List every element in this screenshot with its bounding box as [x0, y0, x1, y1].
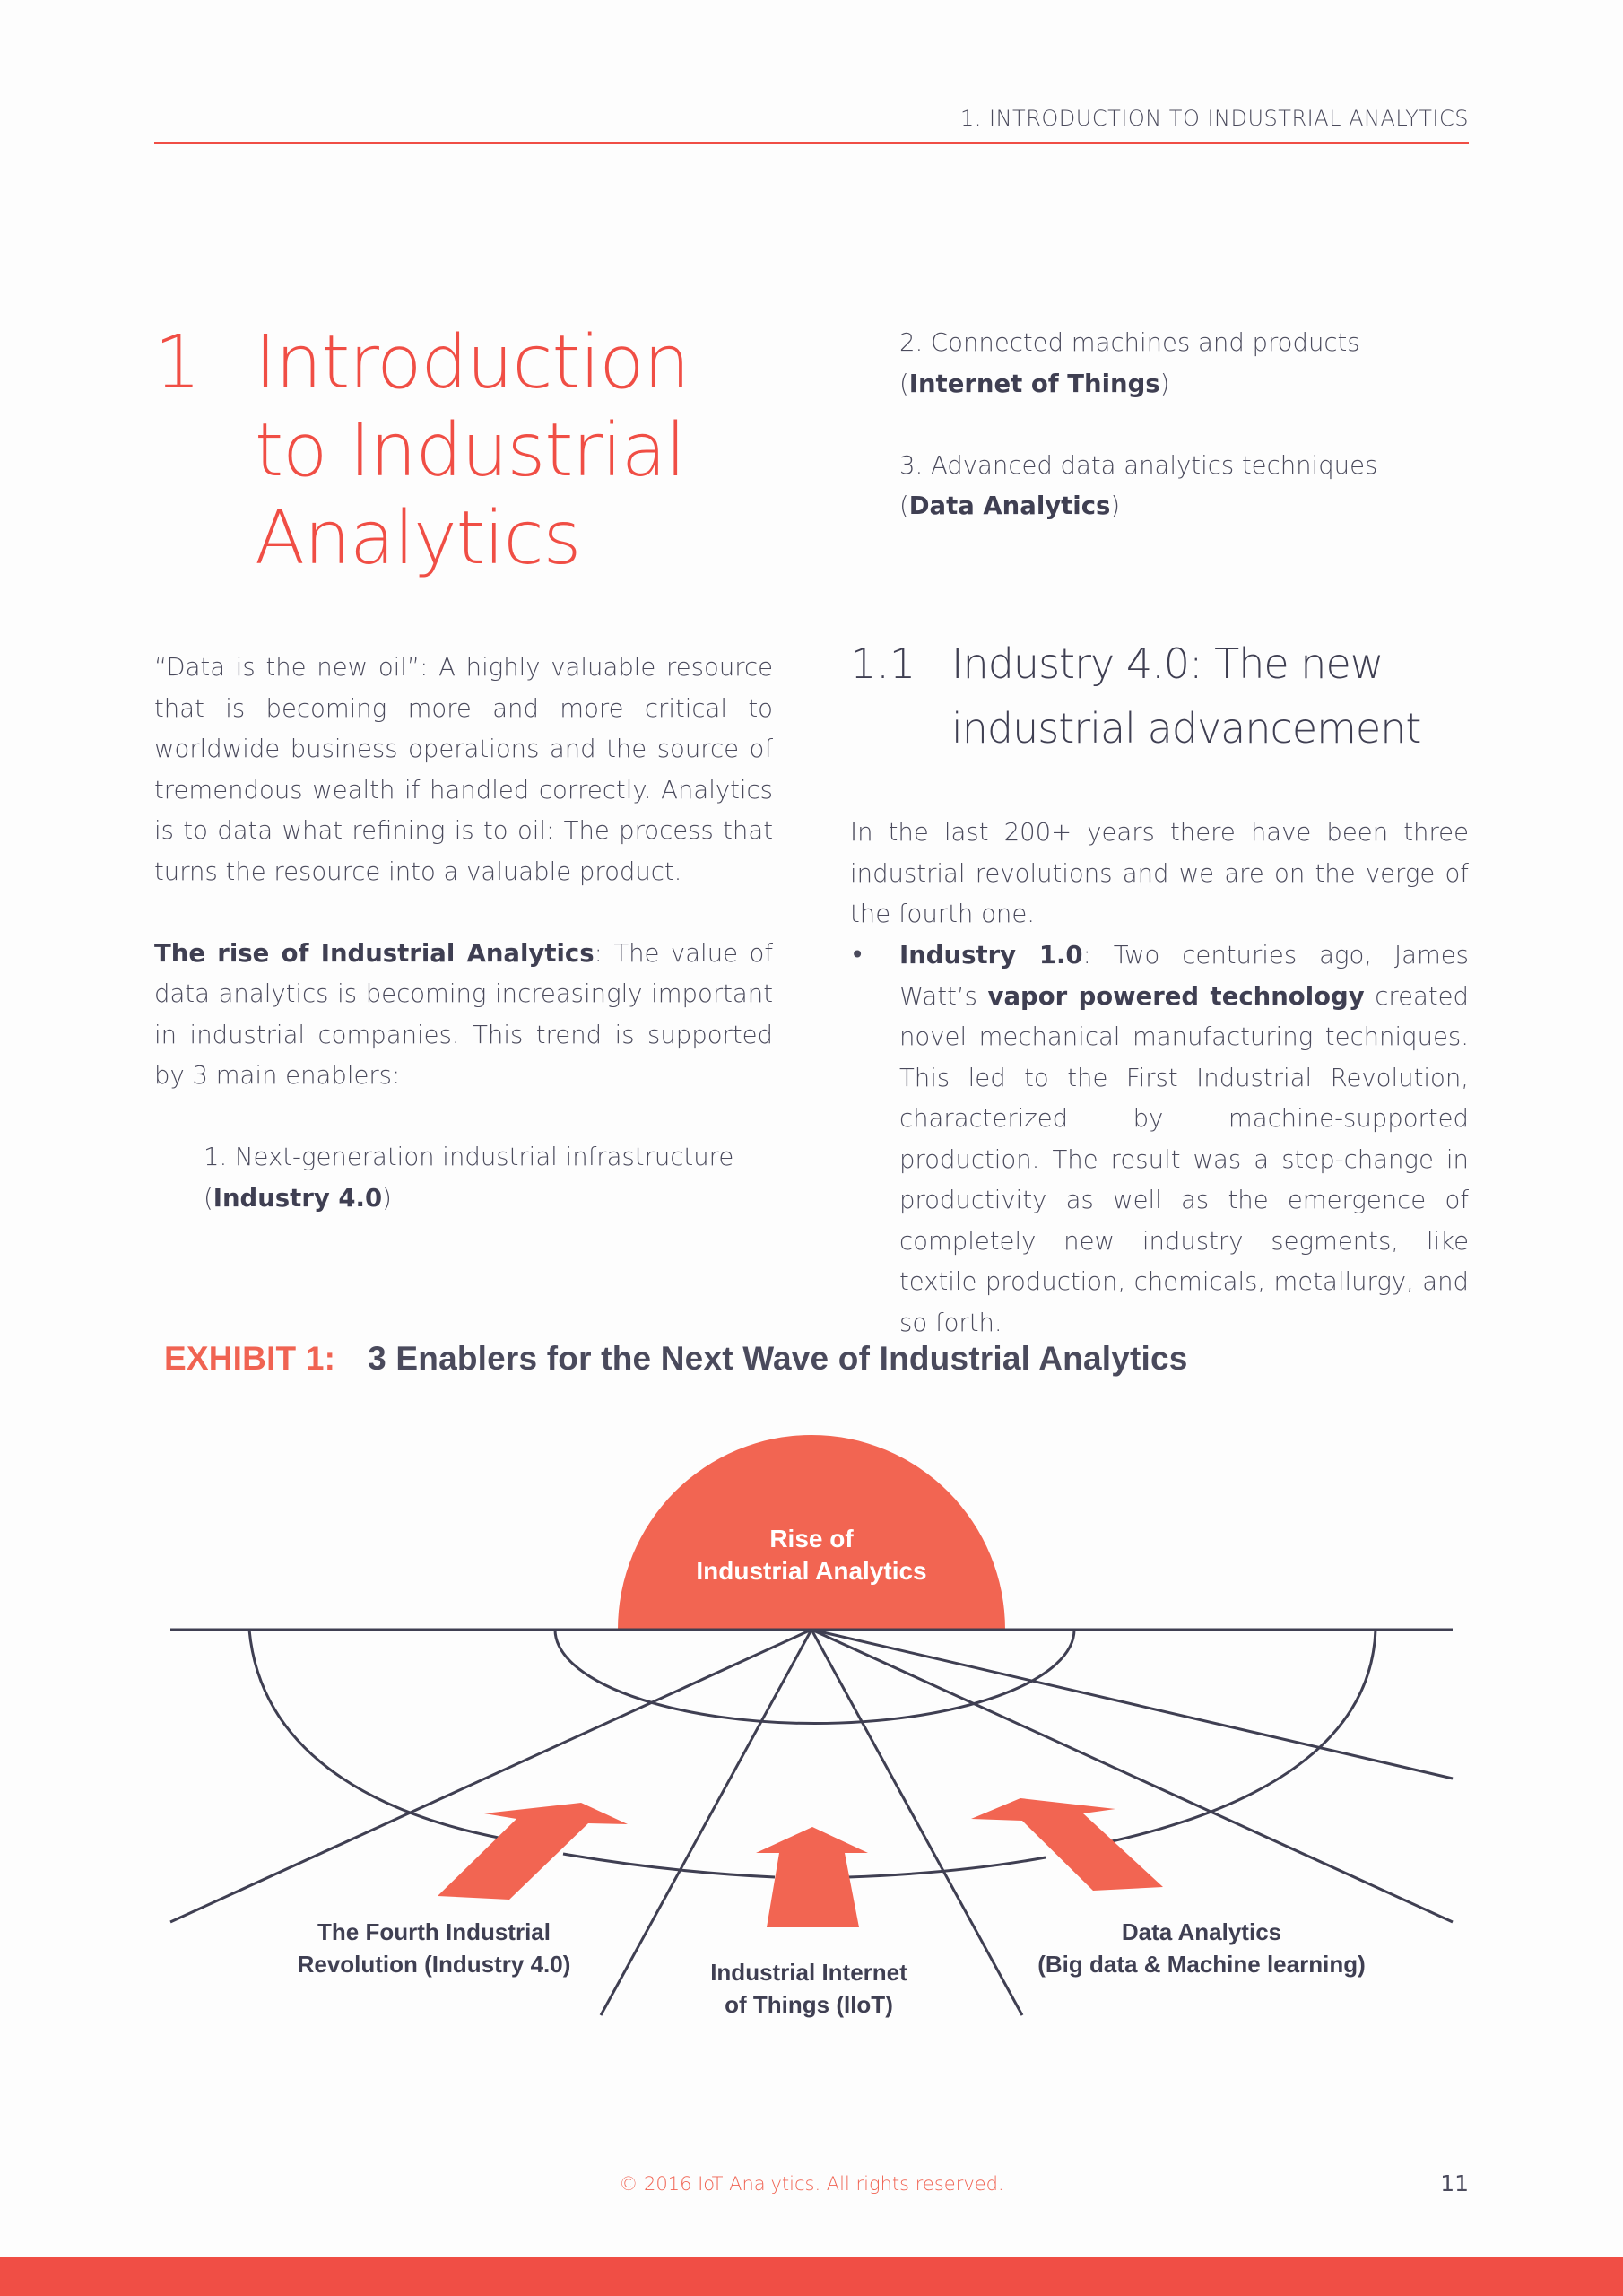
bullet-text-2: created novel mechanical manufacturing techniques. This led to the First Industrial Revolution, characterized by machine-supported production. The result was a step-change in productivity as well as the emergence of completely new industry segments, like textile production, chemicals, metallurgy, and so forth. [899, 981, 1469, 1337]
rise-bold: The rise of Industrial Analytics [154, 938, 595, 968]
rise-paragraph [154, 934, 773, 1097]
running-header: 1. INTRODUCTION TO INDUSTRIAL ANALYTICS [960, 106, 1469, 131]
bottom-brand-bar [0, 2257, 1623, 2296]
enabler-item-3: 3. Advanced data analytics techniques (Data Analytics) [899, 446, 1469, 527]
chapter-title [255, 319, 721, 583]
arrow-up-right-icon [971, 1798, 1163, 1891]
left-label-line-2: Revolution (Industry 4.0) [297, 1951, 571, 1978]
middle-label-line-1: Industrial Internet [710, 1959, 907, 1986]
left-column [154, 648, 773, 1219]
enabler-item-1: 1. Next-generation industrial infrastructure (Industry 4.0) [204, 1137, 773, 1219]
enablers-diagram [0, 1381, 1623, 2027]
section-intro-paragraph: In the last 200+ years there have been three industrial revolutions and we are on the verge of the fourth one. [850, 818, 1469, 928]
bullet-text-1: : Two centuries ago, James Watt’s [899, 941, 1469, 1011]
bullet-bold-1: Industry 1.0 [899, 941, 1083, 970]
right-label-line-1: Data Analytics [1121, 1918, 1282, 1945]
enabler-item-1-bold: Industry 4.0 [213, 1183, 383, 1213]
exhibit-heading [164, 1340, 1188, 1378]
bullet-bold-2: vapor powered technology [987, 981, 1365, 1011]
enabler-item-2: 2. Connected machines and products (Internet of Things) [899, 323, 1469, 404]
bullet-text [899, 935, 1469, 1344]
footer-copyright: © 2016 IoT Analytics. All rights reserved. [619, 2173, 1004, 2195]
enabler-item-3-text: 3. Advanced data analytics techniques [899, 450, 1378, 480]
header-divider [154, 142, 1469, 144]
chapter-title-line: Introduction [255, 320, 690, 405]
rise-text: : The value of data analytics is becoming increasingly important in industrial companies. This trend is supported by 3 main enablers: [154, 938, 774, 1090]
section-title-line: industrial advancement [951, 704, 1421, 752]
outer-arc-left [249, 1630, 499, 1838]
section-number: 1.1 [850, 639, 916, 688]
left-label-line-1: The Fourth Industrial [317, 1918, 551, 1945]
enabler-item-2-text: 2. Connected machines and products [899, 328, 1360, 357]
exhibit-label: EXHIBIT 1: [164, 1340, 336, 1377]
inner-arc [555, 1630, 1074, 1724]
enabler-item-1-text: 1. Next-generation industrial infrastructure [204, 1143, 734, 1171]
bullet-dot: • [850, 941, 865, 970]
chapter-title-line: to Industrial [255, 408, 685, 493]
outer-arc-bottom-left [563, 1854, 775, 1877]
center-label-line-1: Rise of [769, 1525, 854, 1552]
middle-label-line-2: of Things (IIoT) [725, 1991, 893, 2018]
chapter-number: 1 [154, 320, 202, 405]
outer-arc-right [1112, 1630, 1376, 1841]
enabler-list-continued [899, 323, 1469, 568]
center-label-line-2: Industrial Analytics [696, 1557, 927, 1585]
right-label-line-2: (Big data & Machine learning) [1037, 1951, 1366, 1978]
chapter-title-line: Analytics [255, 496, 581, 581]
section-title [951, 631, 1454, 761]
arrow-up-left-icon [438, 1803, 628, 1900]
section-title-line: Industry 4.0: The new [951, 639, 1384, 688]
enabler-item-2-bold: Internet of Things [908, 369, 1160, 398]
outer-arc-bottom-right [848, 1857, 1046, 1877]
intro-paragraph: “Data is the new oil”: A highly valuable resource that is becoming more and more critical to worldwide business operations and the source of tremendous wealth if handled correctly. Analytics is to data what refining is to oil: The process that turns the resource into a valuable product. [154, 653, 773, 886]
page-number: 11 [1440, 2170, 1469, 2196]
enabler-item-3-bold: Data Analytics [908, 491, 1111, 520]
exhibit-title: 3 Enablers for the Next Wave of Industrial Analytics [368, 1340, 1188, 1377]
